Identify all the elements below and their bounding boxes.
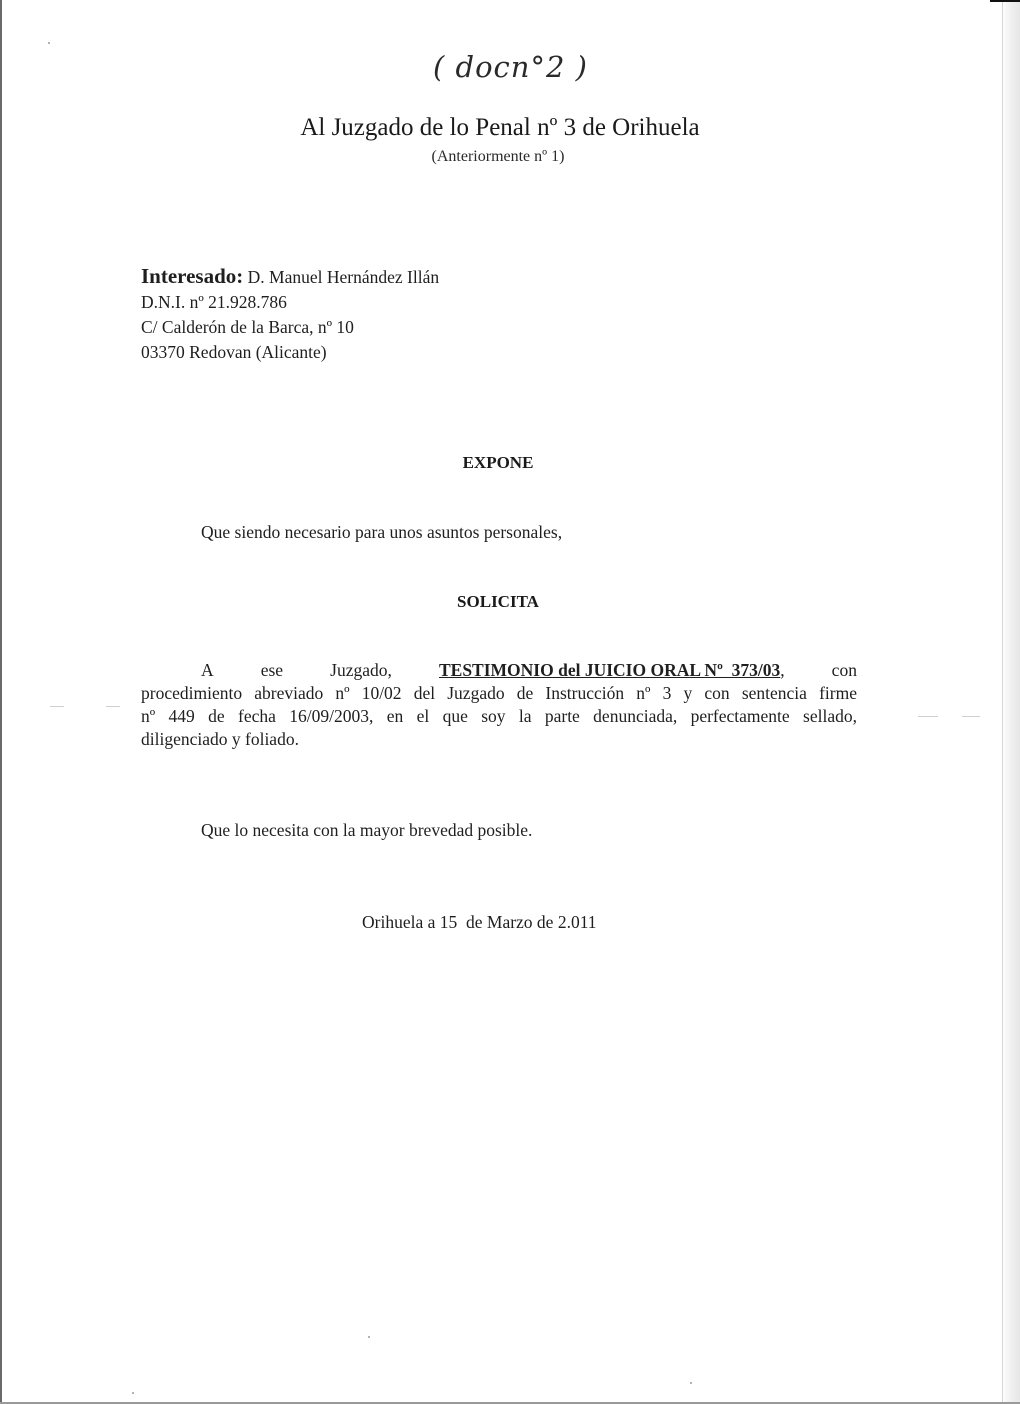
scan-speck xyxy=(132,1392,134,1394)
interested-party-name: D. Manuel Hernández Illán xyxy=(247,267,440,287)
scan-artifact-left xyxy=(50,706,64,707)
solicita-word: ese xyxy=(260,660,284,680)
interested-party-block xyxy=(141,264,439,365)
expone-text: Que siendo necesario para unos asuntos personales, xyxy=(201,522,563,542)
scan-speck xyxy=(48,42,50,44)
scan-left-edge xyxy=(0,0,2,1404)
solicita-line-3-text: nº 449 de fecha 16/09/2003, en el que soy la parte denunciada, perfectamente sellado, xyxy=(141,706,857,726)
solicita-line-1 xyxy=(141,659,857,682)
scan-speck xyxy=(690,1382,692,1384)
scan-speck xyxy=(368,1336,370,1338)
solicita-line-2-text: procedimiento abreviado nº 10/02 del Juzgado de Instrucción nº 3 y con sentencia firme xyxy=(141,683,857,703)
closing-text: Que lo necesita con la mayor brevedad posible. xyxy=(201,820,533,840)
document-title: Al Juzgado de lo Penal nº 3 de Orihuela xyxy=(300,114,700,141)
interested-party-dni: D.N.I. nº 21.928.786 xyxy=(141,292,287,312)
solicita-line-4-text: diligenciado y foliado. xyxy=(141,729,299,749)
solicita-heading: SOLICITA xyxy=(457,592,539,611)
scan-artifact-right xyxy=(962,716,980,717)
case-reference: TESTIMONIO del JUICIO ORAL Nº 373/03 xyxy=(438,660,781,680)
scan-right-fold-line xyxy=(1002,0,1003,1404)
handwritten-note: ( docn°2 ) xyxy=(433,50,588,84)
interested-party-address-city: 03370 Redovan (Alicante) xyxy=(141,342,327,362)
solicita-line-2 xyxy=(141,682,857,705)
interested-party-address-street: C/ Calderón de la Barca, nº 10 xyxy=(141,317,354,337)
solicita-word: con xyxy=(831,660,857,680)
solicita-comma: , xyxy=(780,660,785,680)
scan-artifact-left xyxy=(106,706,120,707)
solicita-word: Juzgado, xyxy=(330,660,392,680)
place-and-date: Orihuela a 15 de Marzo de 2.011 xyxy=(362,912,597,932)
scan-top-mark xyxy=(990,0,1020,2)
scan-right-edge xyxy=(1002,0,1020,1404)
solicita-line-4 xyxy=(141,728,857,751)
document-subtitle: (Anteriormente nº 1) xyxy=(431,148,565,165)
scan-artifact-right xyxy=(918,716,938,717)
solicita-word: A xyxy=(201,660,214,680)
solicita-line-3 xyxy=(141,705,857,728)
interested-party-label: Interesado: xyxy=(141,264,244,288)
expone-heading: EXPONE xyxy=(462,453,534,472)
solicita-paragraph xyxy=(141,659,857,751)
